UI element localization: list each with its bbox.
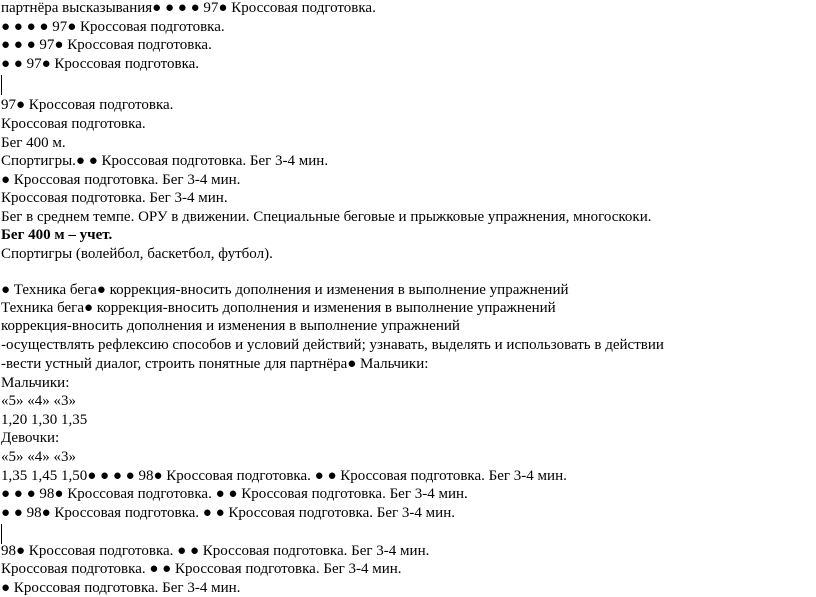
text-line: -осуществлять рефлексию способов и условий действий; узнавать, выделять и использовать в действии [1, 337, 664, 353]
text-line: партнёра высказывания● ● ● ● 97● Кроссовая подготовка. [1, 0, 376, 16]
text-line: Кроссовая подготовка. Бег 3-4 мин. [1, 190, 228, 206]
text-line: Бег в среднем темпе. ОРУ в движении. Специальные беговые и прыжковые упражнения, многоскоки. [1, 209, 652, 225]
bold-text-line: Бег 400 м – учет. [1, 227, 113, 243]
text-line: Бег 400 м. [1, 135, 66, 151]
text-line: 97● Кроссовая подготовка. [1, 97, 174, 113]
text-line: Техника бега● коррекция-вносить дополнения и изменения в выполнение упражнений [1, 300, 556, 316]
text-line: Кроссовая подготовка. ● ● Кроссовая подготовка. Бег 3-4 мин. [1, 561, 402, 577]
text-line: 1,20 1,30 1,35 [1, 412, 88, 428]
text-line: ● ● ● 98● Кроссовая подготовка. ● ● Кроссовая подготовка. Бег 3-4 мин. [1, 486, 468, 502]
text-line: Девочки: [1, 430, 60, 446]
text-line: Спортигры (волейбол, баскетбол, футбол). [1, 246, 273, 262]
text-line: «5» «4» «3» [1, 449, 76, 465]
text-line: коррекция-вносить дополнения и изменения в выполнение упражнений [1, 318, 460, 334]
text-line: ● Кроссовая подготовка. Бег 3-4 мин. [1, 172, 241, 188]
text-line: ● ● ● ● 97● Кроссовая подготовка. [1, 19, 225, 35]
text-line: ● ● ● 97● Кроссовая подготовка. [1, 37, 212, 53]
text-cursor-bar [1, 75, 2, 95]
text-line: ● ● 97● Кроссовая подготовка. [1, 56, 200, 72]
text-line: -вести устный диалог, строить понятные для партнёра● Мальчики: [1, 356, 429, 372]
text-line: ● Кроссовая подготовка. Бег 3-4 мин. [1, 580, 241, 596]
text-line: Спортигры.● ● Кроссовая подготовка. Бег 3-4 мин. [1, 153, 329, 169]
text-line: 1,35 1,45 1,50● ● ● ● 98● Кроссовая подготовка. ● ● Кроссовая подготовка. Бег 3-4 мин. [1, 468, 567, 484]
text-line: ● Техника бега● коррекция-вносить дополнения и изменения в выполнение упражнений [1, 282, 569, 298]
text-line: Мальчики: [1, 375, 70, 391]
text-line: ● ● 98● Кроссовая подготовка. ● ● Кроссовая подготовка. Бег 3-4 мин. [1, 505, 455, 521]
text-cursor-bar [1, 524, 2, 544]
text-line: «5» «4» «3» [1, 393, 76, 409]
text-line: Кроссовая подготовка. [1, 116, 146, 132]
text-line: 98● Кроссовая подготовка. ● ● Кроссовая подготовка. Бег 3-4 мин. [1, 543, 430, 559]
